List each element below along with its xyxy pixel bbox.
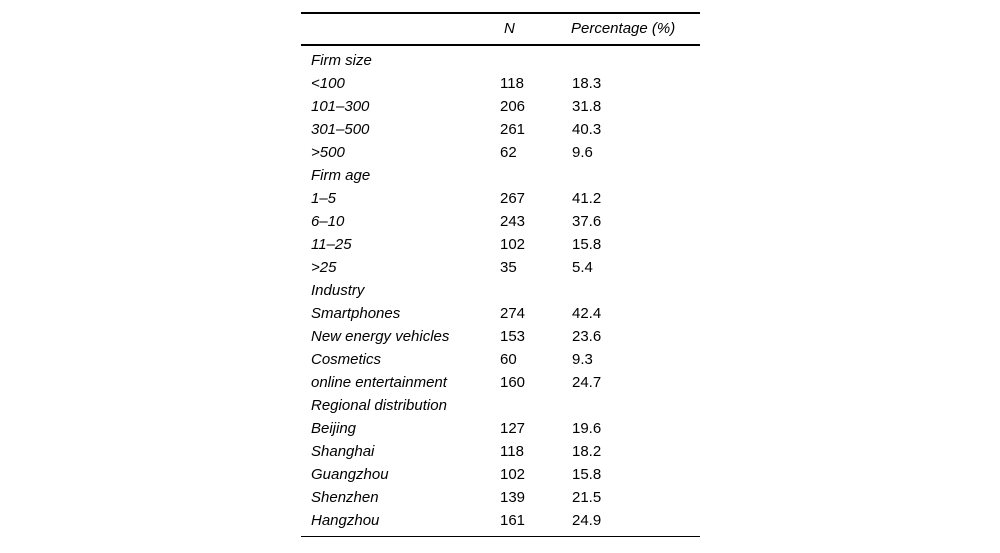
cell-n: 62 xyxy=(500,143,517,161)
table-group-row xyxy=(301,279,700,302)
group-label: Firm age xyxy=(311,166,371,184)
cell-percentage: 9.3 xyxy=(572,350,593,368)
row-label: Hangzhou xyxy=(311,511,380,529)
table-row xyxy=(301,210,700,233)
row-label: 11–25 xyxy=(311,235,352,253)
table-row xyxy=(301,256,700,279)
table-row xyxy=(301,486,700,509)
table-group-row xyxy=(301,394,700,417)
cell-n: 243 xyxy=(500,212,526,230)
row-label: Guangzhou xyxy=(311,465,389,483)
row-label: Beijing xyxy=(311,419,357,437)
cell-percentage: 15.8 xyxy=(572,465,602,483)
group-label: Firm size xyxy=(311,51,372,69)
table-row xyxy=(301,417,700,440)
table-row xyxy=(301,440,700,463)
cell-n xyxy=(500,394,571,417)
cell-percentage: 18.3 xyxy=(572,74,602,92)
cell-percentage xyxy=(571,394,700,417)
table-group-row xyxy=(301,45,700,72)
row-label: Cosmetics xyxy=(311,350,382,368)
cell-percentage: 40.3 xyxy=(572,120,602,138)
cell-n: 274 xyxy=(500,304,526,322)
cell-percentage: 23.6 xyxy=(572,327,602,345)
table-row xyxy=(301,348,700,371)
row-label: Shenzhen xyxy=(311,488,379,506)
row-label: 301–500 xyxy=(311,120,370,138)
cell-percentage: 5.4 xyxy=(572,258,593,276)
cell-percentage: 19.6 xyxy=(572,419,602,437)
group-label: Industry xyxy=(311,281,365,299)
table-body xyxy=(301,45,700,537)
cell-n: 102 xyxy=(500,465,526,483)
cell-percentage: 42.4 xyxy=(572,304,602,322)
table-row xyxy=(301,118,700,141)
cell-n xyxy=(500,164,571,187)
cell-percentage: 24.7 xyxy=(572,373,602,391)
table-group-row xyxy=(301,164,700,187)
row-label: 1–5 xyxy=(311,189,337,207)
cell-n: 35 xyxy=(500,258,517,276)
table-row xyxy=(301,509,700,537)
row-label: 101–300 xyxy=(311,97,370,115)
cell-n: 160 xyxy=(500,373,526,391)
row-label: online entertainment xyxy=(311,373,447,391)
bottom-rule-row xyxy=(301,536,700,537)
bottom-rule xyxy=(301,536,700,537)
cell-n: 118 xyxy=(500,74,524,92)
table-row xyxy=(301,325,700,348)
cell-n: 206 xyxy=(500,97,526,115)
cell-percentage: 41.2 xyxy=(572,189,602,207)
cell-n xyxy=(500,45,571,72)
cell-percentage: 15.8 xyxy=(572,235,602,253)
demographics-table xyxy=(301,12,700,537)
table-header-row xyxy=(301,13,700,45)
row-label: <100 xyxy=(311,74,345,92)
table-row xyxy=(301,302,700,325)
cell-percentage: 31.8 xyxy=(572,97,602,115)
demographics-table-container xyxy=(301,12,700,537)
table-row xyxy=(301,371,700,394)
column-header-n: N xyxy=(500,13,571,45)
column-header-percentage: Percentage (%) xyxy=(571,13,700,45)
table-row xyxy=(301,233,700,256)
row-label: >500 xyxy=(311,143,345,161)
cell-n: 60 xyxy=(500,350,517,368)
group-label: Regional distribution xyxy=(311,396,447,414)
row-label: >25 xyxy=(311,258,337,276)
cell-n: 261 xyxy=(500,120,526,138)
row-label: Shanghai xyxy=(311,442,375,460)
cell-percentage: 21.5 xyxy=(572,488,602,506)
cell-percentage xyxy=(571,45,700,72)
table-row xyxy=(301,141,700,164)
cell-percentage xyxy=(571,279,700,302)
cell-n: 267 xyxy=(500,189,526,207)
cell-percentage xyxy=(571,164,700,187)
column-header-label xyxy=(301,13,500,45)
cell-percentage: 18.2 xyxy=(572,442,602,460)
table-footer xyxy=(301,536,700,537)
cell-n: 102 xyxy=(500,235,526,253)
cell-n xyxy=(500,279,571,302)
cell-percentage: 37.6 xyxy=(572,212,602,230)
table-header xyxy=(301,13,700,45)
cell-percentage: 24.9 xyxy=(572,511,602,529)
cell-n: 161 xyxy=(500,511,526,529)
table-row xyxy=(301,187,700,210)
row-label: 6–10 xyxy=(311,212,345,230)
cell-n: 139 xyxy=(500,488,526,506)
row-label: Smartphones xyxy=(311,304,401,322)
cell-n: 118 xyxy=(500,442,524,460)
cell-n: 153 xyxy=(500,327,526,345)
cell-n: 127 xyxy=(500,419,526,437)
table-row xyxy=(301,95,700,118)
cell-percentage: 9.6 xyxy=(572,143,593,161)
table-row xyxy=(301,463,700,486)
table-row xyxy=(301,72,700,95)
row-label: New energy vehicles xyxy=(311,327,450,345)
